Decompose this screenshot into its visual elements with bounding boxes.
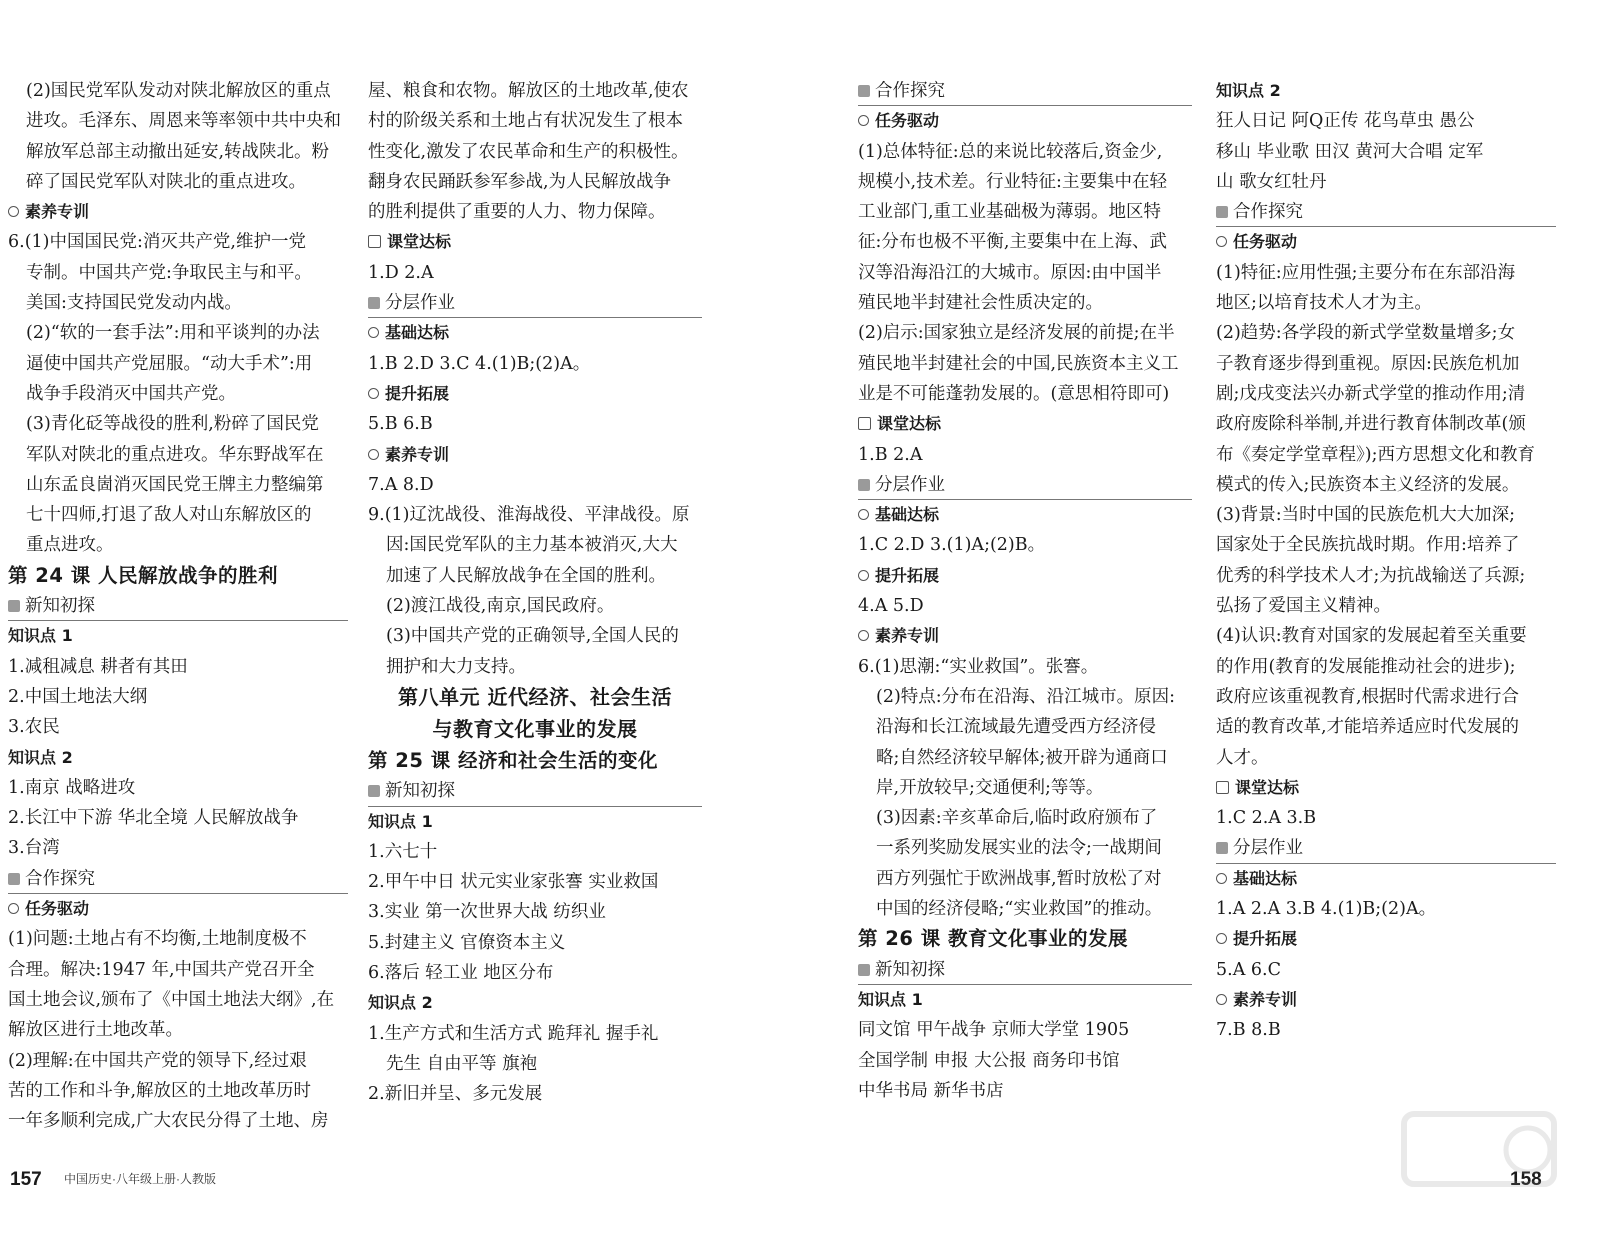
answer-line: 9.(1)辽沈战役、淮海战役、平津战役。原 bbox=[368, 505, 690, 526]
answer-line: 地区;以培育技术人才为主。 bbox=[1216, 293, 1432, 314]
heading-label: 课堂达标 bbox=[877, 414, 942, 434]
answer-line: 布《奏定学堂章程》);西方思想文化和教育 bbox=[1216, 444, 1535, 465]
answer-line: (1)总体特征:总的来说比较落后,资金少, bbox=[858, 141, 1163, 162]
section-heading-label: 新知初探 bbox=[875, 959, 945, 980]
answer-line: 岸,开放较早;交通便利;等等。 bbox=[876, 777, 1104, 798]
answer-line: 碎了国民党军队对陕北的重点进攻。 bbox=[26, 171, 306, 192]
subsection-heading bbox=[1216, 227, 1556, 257]
section-marker-icon bbox=[368, 297, 380, 309]
knowledge-point-heading bbox=[858, 985, 1192, 1015]
subsection-marker-icon bbox=[8, 903, 19, 914]
answer-line: (1)问题:土地占有不均衡,土地制度极不 bbox=[8, 929, 307, 950]
subsection-heading-label: 基础达标 bbox=[875, 505, 940, 525]
class-check-heading bbox=[368, 227, 702, 257]
answer-line: 1.六七十 bbox=[368, 841, 438, 862]
subsection-marker-icon bbox=[8, 206, 19, 217]
answer-line: 适的教育改革,才能培养适应时代发展的 bbox=[1216, 717, 1520, 738]
answer-line: (2)趋势:各学段的新式学堂数量增多;女 bbox=[1216, 323, 1516, 344]
section-marker-icon bbox=[8, 600, 20, 612]
subsection-heading bbox=[1216, 985, 1556, 1015]
subsection-heading-label: 任务驱动 bbox=[25, 899, 90, 919]
answer-line: 1.D 2.A bbox=[368, 262, 434, 283]
answer-line: 规模小,技术差。行业特征:主要集中在轻 bbox=[858, 171, 1167, 192]
answer-line: 加速了人民解放战争在全国的胜利。 bbox=[386, 565, 666, 586]
subsection-marker-icon bbox=[1216, 933, 1227, 944]
book-title-footer: 中国历史·八年级上册·人教版 bbox=[64, 1172, 216, 1186]
subsection-heading bbox=[858, 106, 1192, 136]
column-4 bbox=[1216, 76, 1556, 1046]
subsection-heading bbox=[858, 621, 1192, 651]
knowledge-point-heading bbox=[368, 807, 702, 837]
answer-line: 2.长江中下游 华北全境 人民解放战争 bbox=[8, 808, 299, 829]
answer-line: 弘扬了爱国主义精神。 bbox=[1216, 596, 1391, 617]
answer-line: (2)特点:分布在沿海、沿江城市。原因: bbox=[876, 686, 1176, 707]
subsection-heading bbox=[858, 561, 1192, 591]
subsection-marker-icon bbox=[858, 630, 869, 641]
answer-line: 1.减租减息 耕者有其田 bbox=[8, 656, 188, 677]
knowledge-point-heading bbox=[368, 988, 702, 1018]
unit-title: 与教育文化事业的发展 bbox=[432, 716, 638, 741]
answer-line: 美国:支持国民党发动内战。 bbox=[26, 293, 242, 314]
subsection-heading-label: 任务驱动 bbox=[1233, 232, 1298, 252]
section-heading bbox=[858, 955, 1192, 985]
class-check-heading bbox=[1216, 773, 1556, 803]
subsection-heading bbox=[368, 440, 702, 470]
section-heading bbox=[368, 776, 702, 806]
answer-line: 征:分布也极不平衡,主要集中在上海、武 bbox=[858, 232, 1167, 253]
subsection-marker-icon bbox=[1216, 236, 1227, 247]
heading-label: 知识点 2 bbox=[1216, 81, 1281, 100]
answer-line: 剧;戊戌变法兴办新式学堂的推动作用;清 bbox=[1216, 383, 1526, 404]
heading-label: 课堂达标 bbox=[387, 232, 452, 252]
section-heading bbox=[858, 470, 1192, 500]
page-number-left: 157 bbox=[10, 1169, 42, 1190]
subsection-heading bbox=[8, 197, 348, 227]
column-2 bbox=[368, 76, 702, 1110]
answer-line: 同文馆 甲午战争 京师大学堂 1905 bbox=[858, 1020, 1130, 1041]
answer-line: 山东孟良崮消灭国民党王牌主力整编第 bbox=[26, 474, 324, 495]
subsection-heading-label: 素养专训 bbox=[875, 626, 940, 646]
answer-line: 1.生产方式和生活方式 跪拜礼 握手礼 bbox=[368, 1023, 659, 1044]
answer-line: 3.实业 第一次世界大战 纺织业 bbox=[368, 902, 606, 923]
answer-line: 军队对陕北的重点进攻。华东野战军在 bbox=[26, 444, 324, 465]
subsection-heading-label: 基础达标 bbox=[1233, 868, 1298, 888]
heading-label: 知识点 2 bbox=[8, 747, 73, 767]
subsection-heading bbox=[858, 500, 1192, 530]
subsection-heading bbox=[8, 894, 348, 924]
answer-line: 国土地会议,颁布了《中国土地法大纲》,在 bbox=[8, 989, 335, 1010]
answer-line: 西方列强忙于欧洲战事,暂时放松了对 bbox=[876, 868, 1162, 889]
answer-line: 进攻。毛泽东、周恩来等率领中共中央和 bbox=[26, 111, 341, 132]
section-marker-icon bbox=[1216, 842, 1228, 854]
answer-line: 6.(1)思潮:“实业救国”。张謇。 bbox=[858, 656, 1099, 677]
section-heading bbox=[858, 76, 1192, 106]
subsection-heading-label: 提升拓展 bbox=[385, 383, 450, 403]
answer-line: (2)国民党军队发动对陕北解放区的重点 bbox=[26, 81, 331, 101]
checkbox-icon bbox=[368, 235, 381, 248]
subsection-heading-label: 提升拓展 bbox=[1233, 929, 1298, 949]
heading-label: 知识点 2 bbox=[368, 993, 433, 1013]
answer-line: 1.C 2.D 3.(1)A;(2)B。 bbox=[858, 535, 1046, 556]
answer-line: 中国的经济侵略;“实业救国”的推动。 bbox=[876, 899, 1163, 920]
answer-line: 5.A 6.C bbox=[1216, 959, 1281, 980]
answer-line: 6.落后 轻工业 地区分布 bbox=[368, 963, 554, 984]
subsection-heading-label: 素养专训 bbox=[25, 202, 90, 222]
subsection-marker-icon bbox=[368, 388, 379, 399]
answer-line: 解放军总部主动撤出延安,转战陕北。粉 bbox=[26, 141, 330, 162]
answer-line: 政府废除科举制,并进行教育体制改革(颁 bbox=[1216, 414, 1526, 435]
answer-line: 逼使中国共产党屈服。“动大手术”:用 bbox=[26, 353, 313, 374]
lesson-title: 第 26 课 教育文化事业的发展 bbox=[858, 927, 1129, 951]
section-heading-label: 分层作业 bbox=[875, 474, 945, 495]
answer-line: 模式的传入;民族资本主义经济的发展。 bbox=[1216, 474, 1520, 495]
answer-line: 人才。 bbox=[1216, 747, 1269, 768]
page-number-right: 158 bbox=[1510, 1169, 1542, 1190]
section-heading bbox=[8, 864, 348, 894]
answer-line: (2)理解:在中国共产党的领导下,经过艰 bbox=[8, 1050, 307, 1071]
section-heading bbox=[8, 591, 348, 621]
heading-label: 知识点 1 bbox=[858, 989, 923, 1009]
section-marker-icon bbox=[858, 479, 870, 491]
answer-line: 国家处于全民族抗战时期。作用:培养了 bbox=[1216, 535, 1520, 556]
answer-line: 1.C 2.A 3.B bbox=[1216, 808, 1317, 829]
subsection-marker-icon bbox=[368, 327, 379, 338]
watermark-logo bbox=[1400, 1110, 1560, 1220]
lesson-title: 第 24 课 人民解放战争的胜利 bbox=[8, 563, 279, 587]
answer-line: 1.B 2.A bbox=[858, 444, 923, 465]
answer-line: 专制。中国共产党:争取民主与和平。 bbox=[26, 262, 312, 283]
subsection-marker-icon bbox=[1216, 994, 1227, 1005]
subsection-heading-label: 素养专训 bbox=[385, 444, 450, 464]
section-heading-label: 分层作业 bbox=[385, 293, 455, 314]
column-1 bbox=[8, 76, 348, 1136]
subsection-heading bbox=[368, 318, 702, 348]
answer-line: 七十四师,打退了敌人对山东解放区的 bbox=[26, 505, 312, 526]
answer-line: 拥护和大力支持。 bbox=[386, 656, 526, 677]
subsection-heading-label: 任务驱动 bbox=[875, 111, 940, 131]
section-heading bbox=[368, 288, 702, 318]
answer-line: 殖民地半封建社会性质决定的。 bbox=[858, 293, 1103, 314]
section-heading-label: 新知初探 bbox=[385, 781, 455, 802]
answer-line: 沿海和长江流域最先遭受西方经济侵 bbox=[876, 717, 1156, 738]
answer-line: (3)青化砭等战役的胜利,粉碎了国民党 bbox=[26, 414, 319, 435]
answer-line: 1.A 2.A 3.B 4.(1)B;(2)A。 bbox=[1216, 899, 1437, 920]
answer-line: 一年多顺利完成,广大农民分得了土地、房 bbox=[8, 1111, 329, 1132]
answer-line: 苦的工作和斗争,解放区的土地改革历时 bbox=[8, 1080, 312, 1101]
answer-line: 山 歌女红牡丹 bbox=[1216, 171, 1327, 192]
knowledge-point-heading bbox=[8, 621, 348, 651]
answer-line: 优秀的科学技术人才;为抗战输送了兵源; bbox=[1216, 565, 1526, 586]
answer-line: 殖民地半封建社会的中国,民族资本主义工 bbox=[858, 353, 1179, 374]
section-heading-label: 合作探究 bbox=[25, 868, 95, 889]
heading-label: 课堂达标 bbox=[1235, 777, 1300, 797]
section-heading-label: 新知初探 bbox=[25, 596, 95, 617]
answer-line: 工业部门,重工业基础极为薄弱。地区特 bbox=[858, 202, 1162, 223]
answer-line: 政府应该重视教育,根据时代需求进行合 bbox=[1216, 686, 1520, 707]
class-check-heading bbox=[858, 409, 1192, 439]
checkbox-icon bbox=[858, 417, 871, 430]
checkbox-icon bbox=[1216, 781, 1229, 794]
answer-line: 2.新旧并呈、多元发展 bbox=[368, 1084, 543, 1105]
answer-line: 重点进攻。 bbox=[26, 535, 114, 556]
answer-line: 狂人日记 阿Q正传 花鸟草虫 愚公 bbox=[1216, 111, 1475, 132]
subsection-marker-icon bbox=[858, 115, 869, 126]
subsection-heading bbox=[368, 379, 702, 409]
answer-line: 解放区进行土地改革。 bbox=[8, 1020, 183, 1041]
subsection-heading bbox=[1216, 924, 1556, 954]
section-marker-icon bbox=[858, 964, 870, 976]
column-3 bbox=[858, 76, 1192, 1106]
heading-label: 知识点 1 bbox=[368, 811, 433, 831]
subsection-marker-icon bbox=[858, 509, 869, 520]
answer-line: 因:国民党军队的主力基本被消灭,大大 bbox=[386, 535, 678, 556]
lesson-title: 第 25 课 经济和社会生活的变化 bbox=[368, 748, 659, 772]
answer-line: (3)因素:辛亥革命后,临时政府颁布了 bbox=[876, 808, 1158, 829]
answer-line: 子教育逐步得到重视。原因:民族危机加 bbox=[1216, 353, 1520, 374]
section-marker-icon bbox=[8, 873, 20, 885]
answer-line: 翻身农民踊跃参军参战,为人民解放战争 bbox=[368, 171, 672, 192]
answer-line: 业是不可能蓬勃发展的。(意思相符即可) bbox=[858, 383, 1170, 404]
answer-line: 6.(1)中国国民党:消灭共产党,维护一党 bbox=[8, 232, 306, 253]
answer-line: 中华书局 新华书店 bbox=[858, 1080, 1004, 1101]
heading-label: 知识点 1 bbox=[8, 626, 73, 646]
subsection-marker-icon bbox=[858, 570, 869, 581]
section-marker-icon bbox=[858, 85, 870, 97]
section-heading bbox=[1216, 833, 1556, 863]
answer-line: (2)启示:国家独立是经济发展的前提;在半 bbox=[858, 323, 1175, 344]
answer-line: 1.南京 战略进攻 bbox=[8, 777, 136, 798]
answer-line: 2.中国土地法大纲 bbox=[8, 686, 148, 707]
answer-line: (2)“软的一套手法”:用和平谈判的办法 bbox=[26, 323, 320, 344]
answer-line: 的胜利提供了重要的人力、物力保障。 bbox=[368, 202, 666, 223]
answer-line: 5.封建主义 官僚资本主义 bbox=[368, 932, 566, 953]
answer-line: 移山 毕业歌 田汉 黄河大合唱 定军 bbox=[1216, 141, 1484, 162]
answer-line: 1.B 2.D 3.C 4.(1)B;(2)A。 bbox=[368, 353, 591, 374]
subsection-heading-label: 基础达标 bbox=[385, 323, 450, 343]
answer-line: (4)认识:教育对国家的发展起着至关重要 bbox=[1216, 626, 1527, 647]
unit-title: 第八单元 近代经济、社会生活 bbox=[398, 684, 672, 709]
subsection-marker-icon bbox=[368, 449, 379, 460]
answer-line: 合理。解决:1947 年,中国共产党召开全 bbox=[8, 959, 315, 980]
section-marker-icon bbox=[1216, 206, 1228, 218]
answer-line: 5.B 6.B bbox=[368, 414, 433, 435]
answer-line: 一系列奖励发展实业的法令;一战期间 bbox=[876, 838, 1162, 859]
subsection-heading-label: 提升拓展 bbox=[875, 565, 940, 585]
answer-line: (1)特征:应用性强;主要分布在东部沿海 bbox=[1216, 262, 1516, 283]
answer-line: 村的阶级关系和土地占有状况发生了根本 bbox=[368, 111, 683, 132]
answer-line: 的作用(教育的发展能推动社会的进步); bbox=[1216, 656, 1516, 677]
answer-line: 2.甲午中日 状元实业家张謇 实业救国 bbox=[368, 872, 659, 893]
knowledge-point-heading bbox=[1216, 76, 1556, 106]
subsection-marker-icon bbox=[1216, 873, 1227, 884]
answer-line: 全国学制 申报 大公报 商务印书馆 bbox=[858, 1050, 1120, 1071]
answer-line: (3)中国共产党的正确领导,全国人民的 bbox=[386, 626, 679, 647]
section-heading-label: 合作探究 bbox=[875, 81, 945, 101]
answer-line: 7.A 8.D bbox=[368, 474, 434, 495]
answer-line: 3.台湾 bbox=[8, 838, 60, 859]
answer-line: 3.农民 bbox=[8, 717, 60, 738]
answer-line: 4.A 5.D bbox=[858, 596, 924, 617]
answer-line: 战争手段消灭中国共产党。 bbox=[26, 383, 236, 404]
section-marker-icon bbox=[368, 785, 380, 797]
answer-line: 7.B 8.B bbox=[1216, 1020, 1281, 1041]
section-heading-label: 合作探究 bbox=[1233, 202, 1303, 223]
knowledge-point-heading bbox=[8, 743, 348, 773]
answer-line: 先生 自由平等 旗袍 bbox=[386, 1053, 538, 1074]
subsection-heading-label: 素养专训 bbox=[1233, 989, 1298, 1009]
subsection-heading bbox=[1216, 864, 1556, 894]
answer-line: (2)渡江战役,南京,国民政府。 bbox=[386, 596, 615, 617]
answer-line: 略;自然经济较早解体;被开辟为通商口 bbox=[876, 747, 1168, 768]
section-heading-label: 分层作业 bbox=[1233, 838, 1303, 859]
answer-line: 性变化,激发了农民革命和生产的积极性。 bbox=[368, 141, 689, 162]
answer-line: (3)背景:当时中国的民族危机大大加深; bbox=[1216, 505, 1516, 526]
answer-line: 屋、粮食和农物。解放区的土地改革,使农 bbox=[368, 81, 689, 101]
answer-line: 汉等沿海沿江的大城市。原因:由中国半 bbox=[858, 262, 1162, 283]
section-heading bbox=[1216, 197, 1556, 227]
